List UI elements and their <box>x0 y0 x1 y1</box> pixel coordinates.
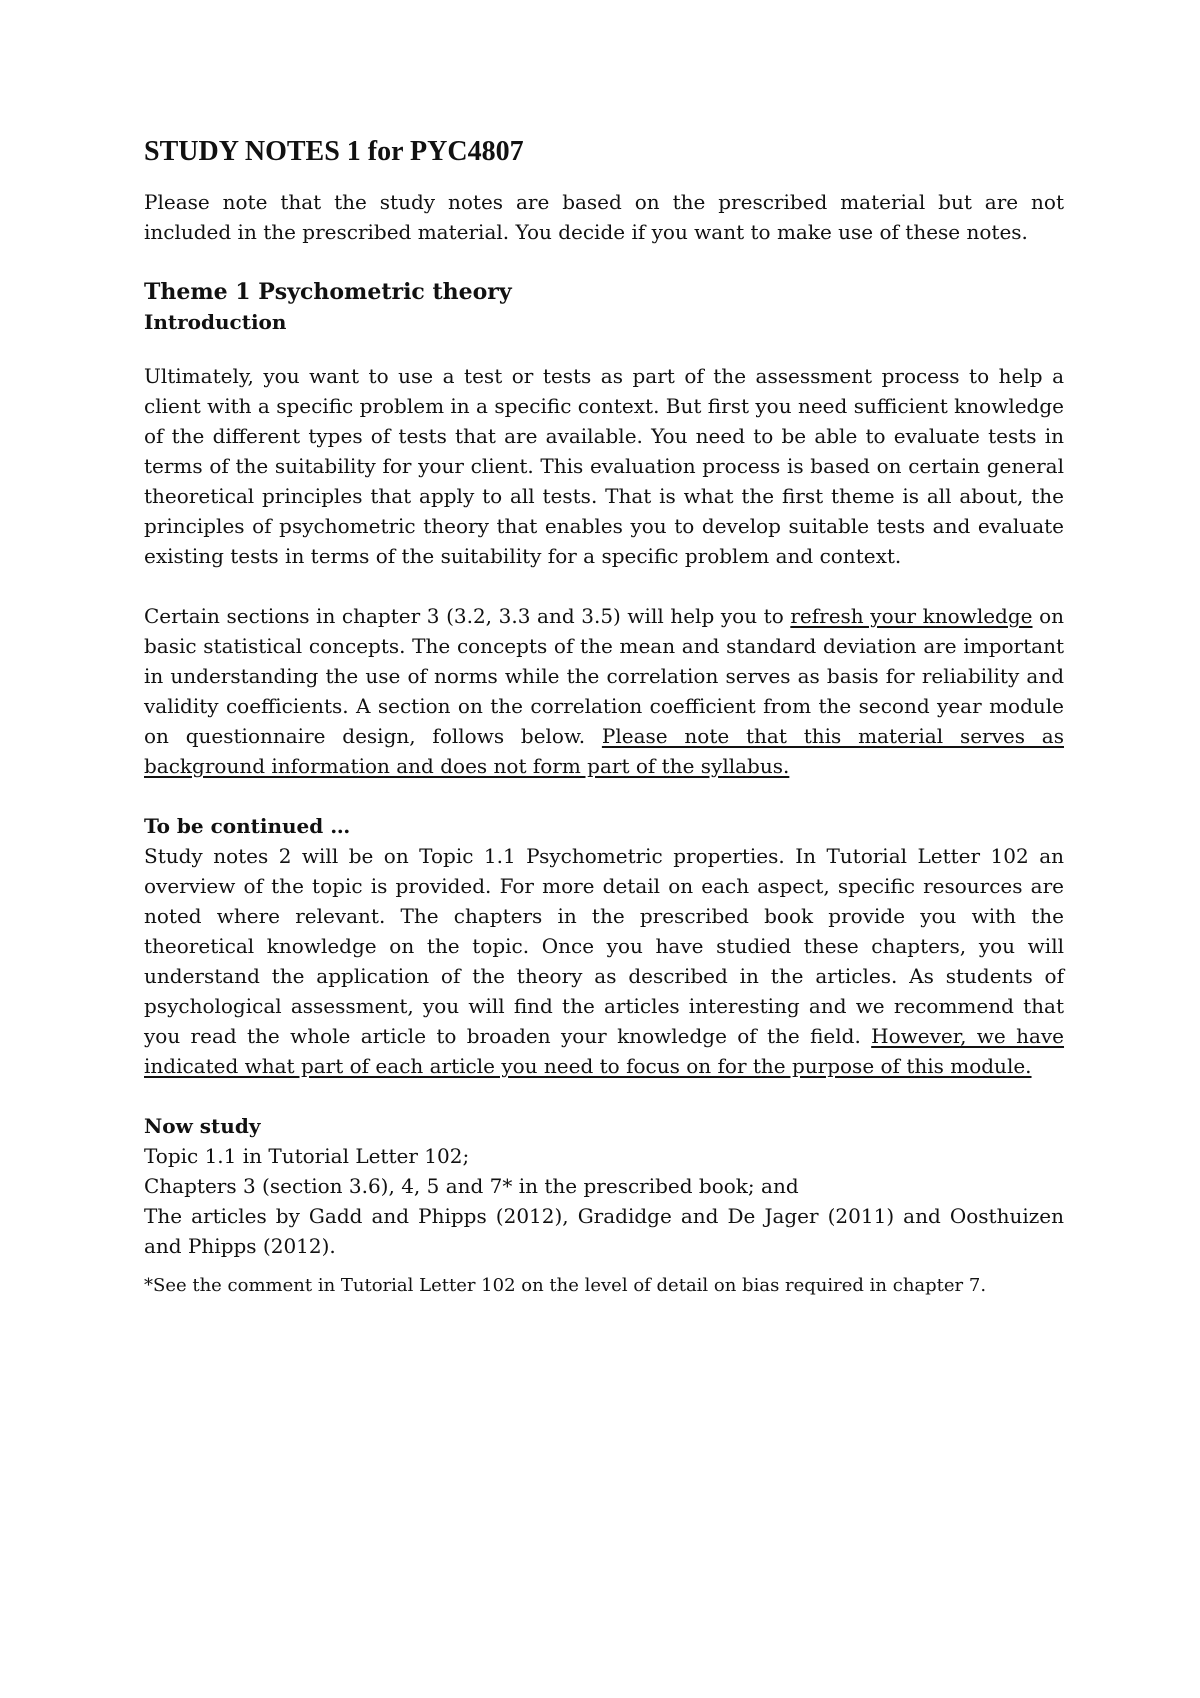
refresh-knowledge-link[interactable]: refresh your knowledge <box>790 604 1033 628</box>
to-be-continued-heading: To be continued … <box>144 814 351 838</box>
syllabus-note: Please note that this material serves as background information and does not form part of the syllabus. <box>144 724 1064 778</box>
document-page <box>144 135 1064 1299</box>
now-study-section <box>144 1111 1064 1261</box>
statistics-paragraph <box>144 601 1064 781</box>
document-title: STUDY NOTES 1 for PYC4807 <box>144 136 524 167</box>
statistics-text-2: on basic statistical concepts. The concepts of the mean and standard deviation are important in understanding the use of norms while the correlation serves as basis for reliability and validity coefficients. A section on the correlation coefficient from the second year module on questionnaire design, follows below. <box>144 604 1065 748</box>
introduction-subheading: Introduction <box>144 310 287 334</box>
study-item: Chapters 3 (section 3.6), 4, 5 and 7* in the prescribed book; and <box>144 1174 799 1198</box>
to-be-continued-paragraph <box>144 841 1064 1081</box>
now-study-heading: Now study <box>144 1114 261 1138</box>
statistics-text-1: Certain sections in chapter 3 (3.2, 3.3 and 3.5) will help you to <box>144 604 791 628</box>
continued-text: Study notes 2 will be on Topic 1.1 Psychometric properties. In Tutorial Letter 102 an overview of the topic is provided. For more detail on each aspect, specific resources are noted where relevant. The chapters in the prescribed book provide you with the theoretical knowledge on the topic. Once you have studied these chapters, you will understand the application of the theory as described in the articles. As students of psychological assessment, you will find the articles interesting and we recommend that you read the whole article to broaden your knowledge of the field. <box>144 844 1064 1048</box>
theme-heading: Theme 1 Psychometric theory <box>144 279 512 305</box>
introduction-paragraph: Ultimately, you want to use a test or tests as part of the assessment process to help a client with a specific problem in a specific context. But first you need sufficient knowledge of the different types of tests that are available. You need to be able to evaluate tests in terms of the suitability for your client. This evaluation process is based on certain general theoretical principles that apply to all tests. That is what the first theme is all about, the principles of psychometric theory that enables you to develop suitable tests and evaluate existing tests in terms of the suitability for a specific problem and context. <box>144 364 1064 568</box>
footnote: *See the comment in Tutorial Letter 102 on the level of detail on bias required in chapter 7. <box>144 1275 987 1296</box>
intro-note: Please note that the study notes are based on the prescribed material but are not included in the prescribed material. You decide if you want to make use of these notes. <box>144 190 1064 244</box>
study-item: The articles by Gadd and Phipps (2012), Gradidge and De Jager (2011) and Oosthuizen and Phipps (2012). <box>144 1204 1064 1258</box>
study-item: Topic 1.1 in Tutorial Letter 102; <box>144 1144 470 1168</box>
to-be-continued-section <box>144 811 1064 1081</box>
focus-note: However, we have indicated what part of each article you need to focus on for the purpose of this module. <box>144 1024 1065 1078</box>
